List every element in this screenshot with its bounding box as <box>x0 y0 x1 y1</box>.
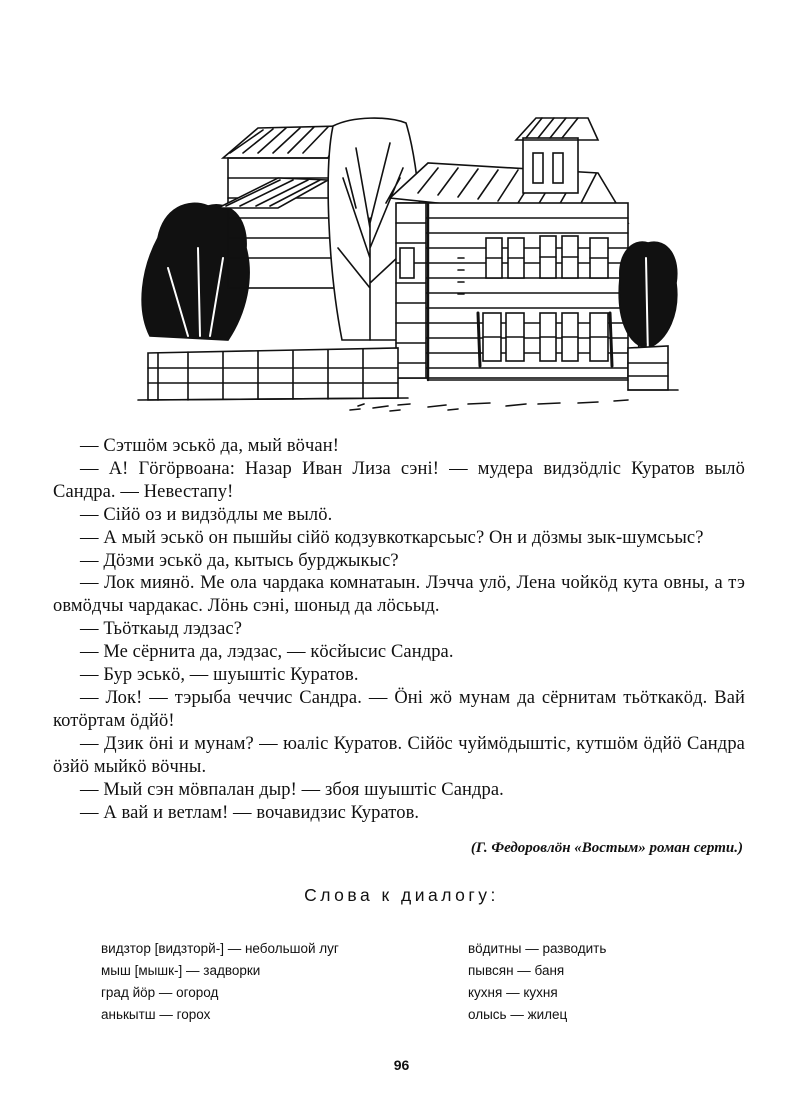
dialogue-line: — А! Гӧгӧрвоана: Назар Иван Лиза сэнi! — мудера видзӧдлiс Куратов вылӧ Сандра. — Невестапу! <box>53 458 745 502</box>
vocabulary-entry: видзтор [видзторй-] — небольшой луг <box>101 941 339 956</box>
main-house <box>390 118 628 380</box>
page-number: 96 <box>393 1057 410 1073</box>
vocabulary-entry: вӧдитны — разводить <box>468 941 607 956</box>
vocabulary-entry: пывсян — баня <box>468 963 565 978</box>
dialogue-line: — Бур эськӧ, — шуыштiс Куратов. <box>80 665 359 686</box>
dialogue-line: — Лок! — тэрыба чеччис Сандра. — Ӧнi жӧ мунам да сёрнитам тьӧткакӧд. Вай котӧртам ӧдйӧ! <box>53 687 745 731</box>
vocabulary-heading: Слова к диалогу: <box>304 885 499 905</box>
dialogue-line: — Тьӧткаыд лэдзас? <box>80 619 243 640</box>
vocabulary-entry: анькытш — горох <box>101 1007 211 1022</box>
dialogue-text <box>53 435 745 824</box>
vocabulary-entry: град йӧр — огород <box>101 985 219 1000</box>
vocabulary-right-column <box>468 938 606 1026</box>
vocabulary-entry: олысь — жилец <box>468 1007 568 1022</box>
vocabulary-entry: мыш [мышк-] — задворки <box>101 963 261 978</box>
vocabulary-entry: кухня — кухня <box>468 985 558 1000</box>
dialogue-line: — А вай и ветлам! — вочавидзис Куратов. <box>80 802 420 823</box>
dialogue-line: — Сiйӧ оз и видзӧдлы ме вылӧ. <box>80 504 333 525</box>
vocabulary-left-column <box>101 938 339 1026</box>
left-tree <box>142 203 249 340</box>
dialogue-line: — Ме сёрнита да, лэдзас, — кӧсйысис Сандра. <box>80 642 454 663</box>
dialogue-line: — Мый сэн мӧвпалан дыр! — збоя шуыштiс Сандра. <box>80 779 504 800</box>
dialogue-line: — А мый эськӧ он пышйы сiйӧ кодзувкоткарсьыс? Он и дӧзмы зык-шумсьыс? <box>80 527 704 548</box>
dialogue-line: — Сэтшӧм эськӧ да, мый вӧчан! <box>80 436 339 456</box>
dialogue-line: — Дзик ӧнi и мунам? — юалiс Куратов. Сiйӧс чуймӧдыштiс, кутшӧм ӧдйӧ Сандра ӧзйӧ мыйкӧ вӧчны. <box>53 733 745 777</box>
dialogue-line: — Лок миянӧ. Ме ола чардака комнатаын. Лэчча улӧ, Лена чойкӧд кута овны, а тэ овмӧдчы чардакас. Лӧнь сэнi, шоныд да лӧсьыд. <box>53 573 745 617</box>
dialogue-line: — Дӧзми эськӧ да, кытысь бурджыкыс? <box>80 550 399 571</box>
wooden-house-illustration <box>128 108 684 416</box>
source-attribution: (Г. Федоровлӧн «Востым» роман серти.) <box>470 840 743 856</box>
